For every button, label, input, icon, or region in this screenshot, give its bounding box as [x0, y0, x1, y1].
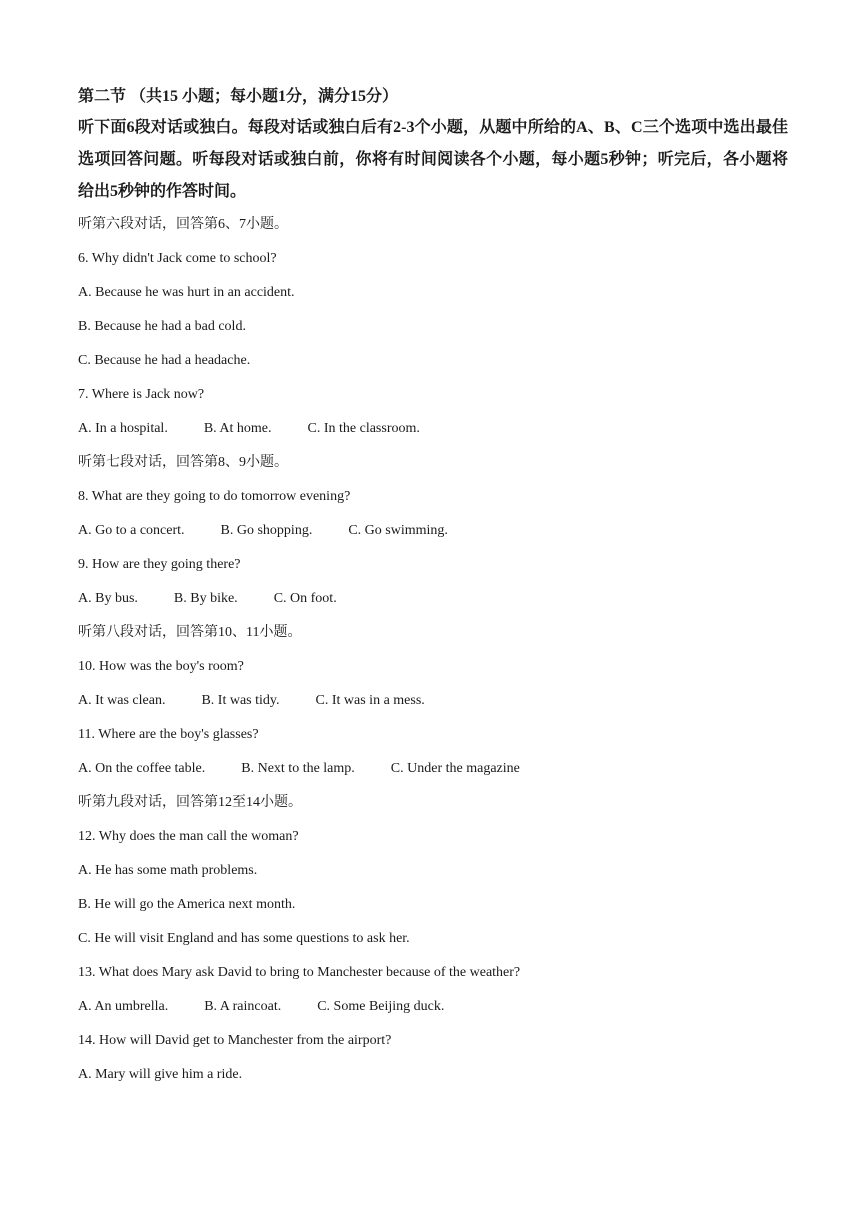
question-13: 13. What does Mary ask David to bring to Manchester because of the weather? — [78, 965, 521, 980]
dialogue-prompt-8: 听第八段对话，回答第10、11小题。 — [78, 625, 302, 640]
question-8-options — [78, 514, 788, 548]
question-6-option-a: A. Because he was hurt in an accident. — [78, 285, 295, 300]
question-13-option-c: C. Some Beijing duck. — [317, 999, 445, 1014]
question-11-option-a: A. On the coffee table. — [78, 761, 206, 776]
question-9-option-c: C. On foot. — [273, 591, 337, 606]
question-11-option-c: C. Under the magazine — [390, 761, 520, 776]
section-instructions: 听下面6段对话或独白。每段对话或独白后有2-3个小题，从题中所给的A、B、C三个选项中选出最佳选项回答问题。听每段对话或独白前，你将有时间阅读各个小题，每小题5秒钟；听完后，各小题将给出5秒钟的作答时间。 — [78, 119, 788, 200]
document-page — [78, 84, 788, 1092]
question-8-option-b: B. Go shopping. — [220, 523, 313, 538]
question-9-options — [78, 582, 788, 616]
question-10-option-a: A. It was clean. — [78, 693, 166, 708]
section-title: 第二节 （共15 小题；每小题1分，满分15分） — [78, 88, 399, 105]
question-11-option-b: B. Next to the lamp. — [241, 761, 355, 776]
question-7: 7. Where is Jack now? — [78, 387, 205, 402]
question-11: 11. Where are the boy's glasses? — [78, 727, 259, 742]
question-7-options — [78, 412, 788, 446]
dialogue-prompt-9: 听第九段对话，回答第12至14小题。 — [78, 795, 302, 810]
question-6: 6. Why didn't Jack come to school? — [78, 251, 277, 266]
question-13-options — [78, 990, 788, 1024]
question-13-option-a: A. An umbrella. — [78, 999, 169, 1014]
question-9: 9. How are they going there? — [78, 557, 241, 572]
question-7-option-c: C. In the classroom. — [307, 421, 420, 436]
dialogue-prompt-7: 听第七段对话，回答第8、9小题。 — [78, 455, 288, 470]
question-10: 10. How was the boy's room? — [78, 659, 244, 674]
question-9-option-b: B. By bike. — [173, 591, 238, 606]
question-6-option-c: C. Because he had a headache. — [78, 353, 251, 368]
question-8-option-a: A. Go to a concert. — [78, 523, 185, 538]
question-8: 8. What are they going to do tomorrow evening? — [78, 489, 351, 504]
question-10-option-b: B. It was tidy. — [201, 693, 280, 708]
question-9-option-a: A. By bus. — [78, 591, 138, 606]
question-14: 14. How will David get to Manchester from the airport? — [78, 1033, 392, 1048]
question-7-option-a: A. In a hospital. — [78, 421, 168, 436]
question-8-option-c: C. Go swimming. — [348, 523, 448, 538]
question-7-option-b: B. At home. — [203, 421, 272, 436]
question-11-options — [78, 752, 788, 786]
question-6-option-b: B. Because he had a bad cold. — [78, 319, 246, 334]
question-12-option-a: A. He has some math problems. — [78, 863, 258, 878]
question-12-option-b: B. He will go the America next month. — [78, 897, 296, 912]
question-13-option-b: B. A raincoat. — [204, 999, 282, 1014]
question-12: 12. Why does the man call the woman? — [78, 829, 299, 844]
question-10-option-c: C. It was in a mess. — [315, 693, 425, 708]
question-10-options — [78, 684, 788, 718]
question-12-option-c: C. He will visit England and has some questions to ask her. — [78, 931, 410, 946]
question-14-option-a: A. Mary will give him a ride. — [78, 1067, 243, 1082]
dialogue-prompt-6: 听第六段对话，回答第6、7小题。 — [78, 217, 288, 232]
